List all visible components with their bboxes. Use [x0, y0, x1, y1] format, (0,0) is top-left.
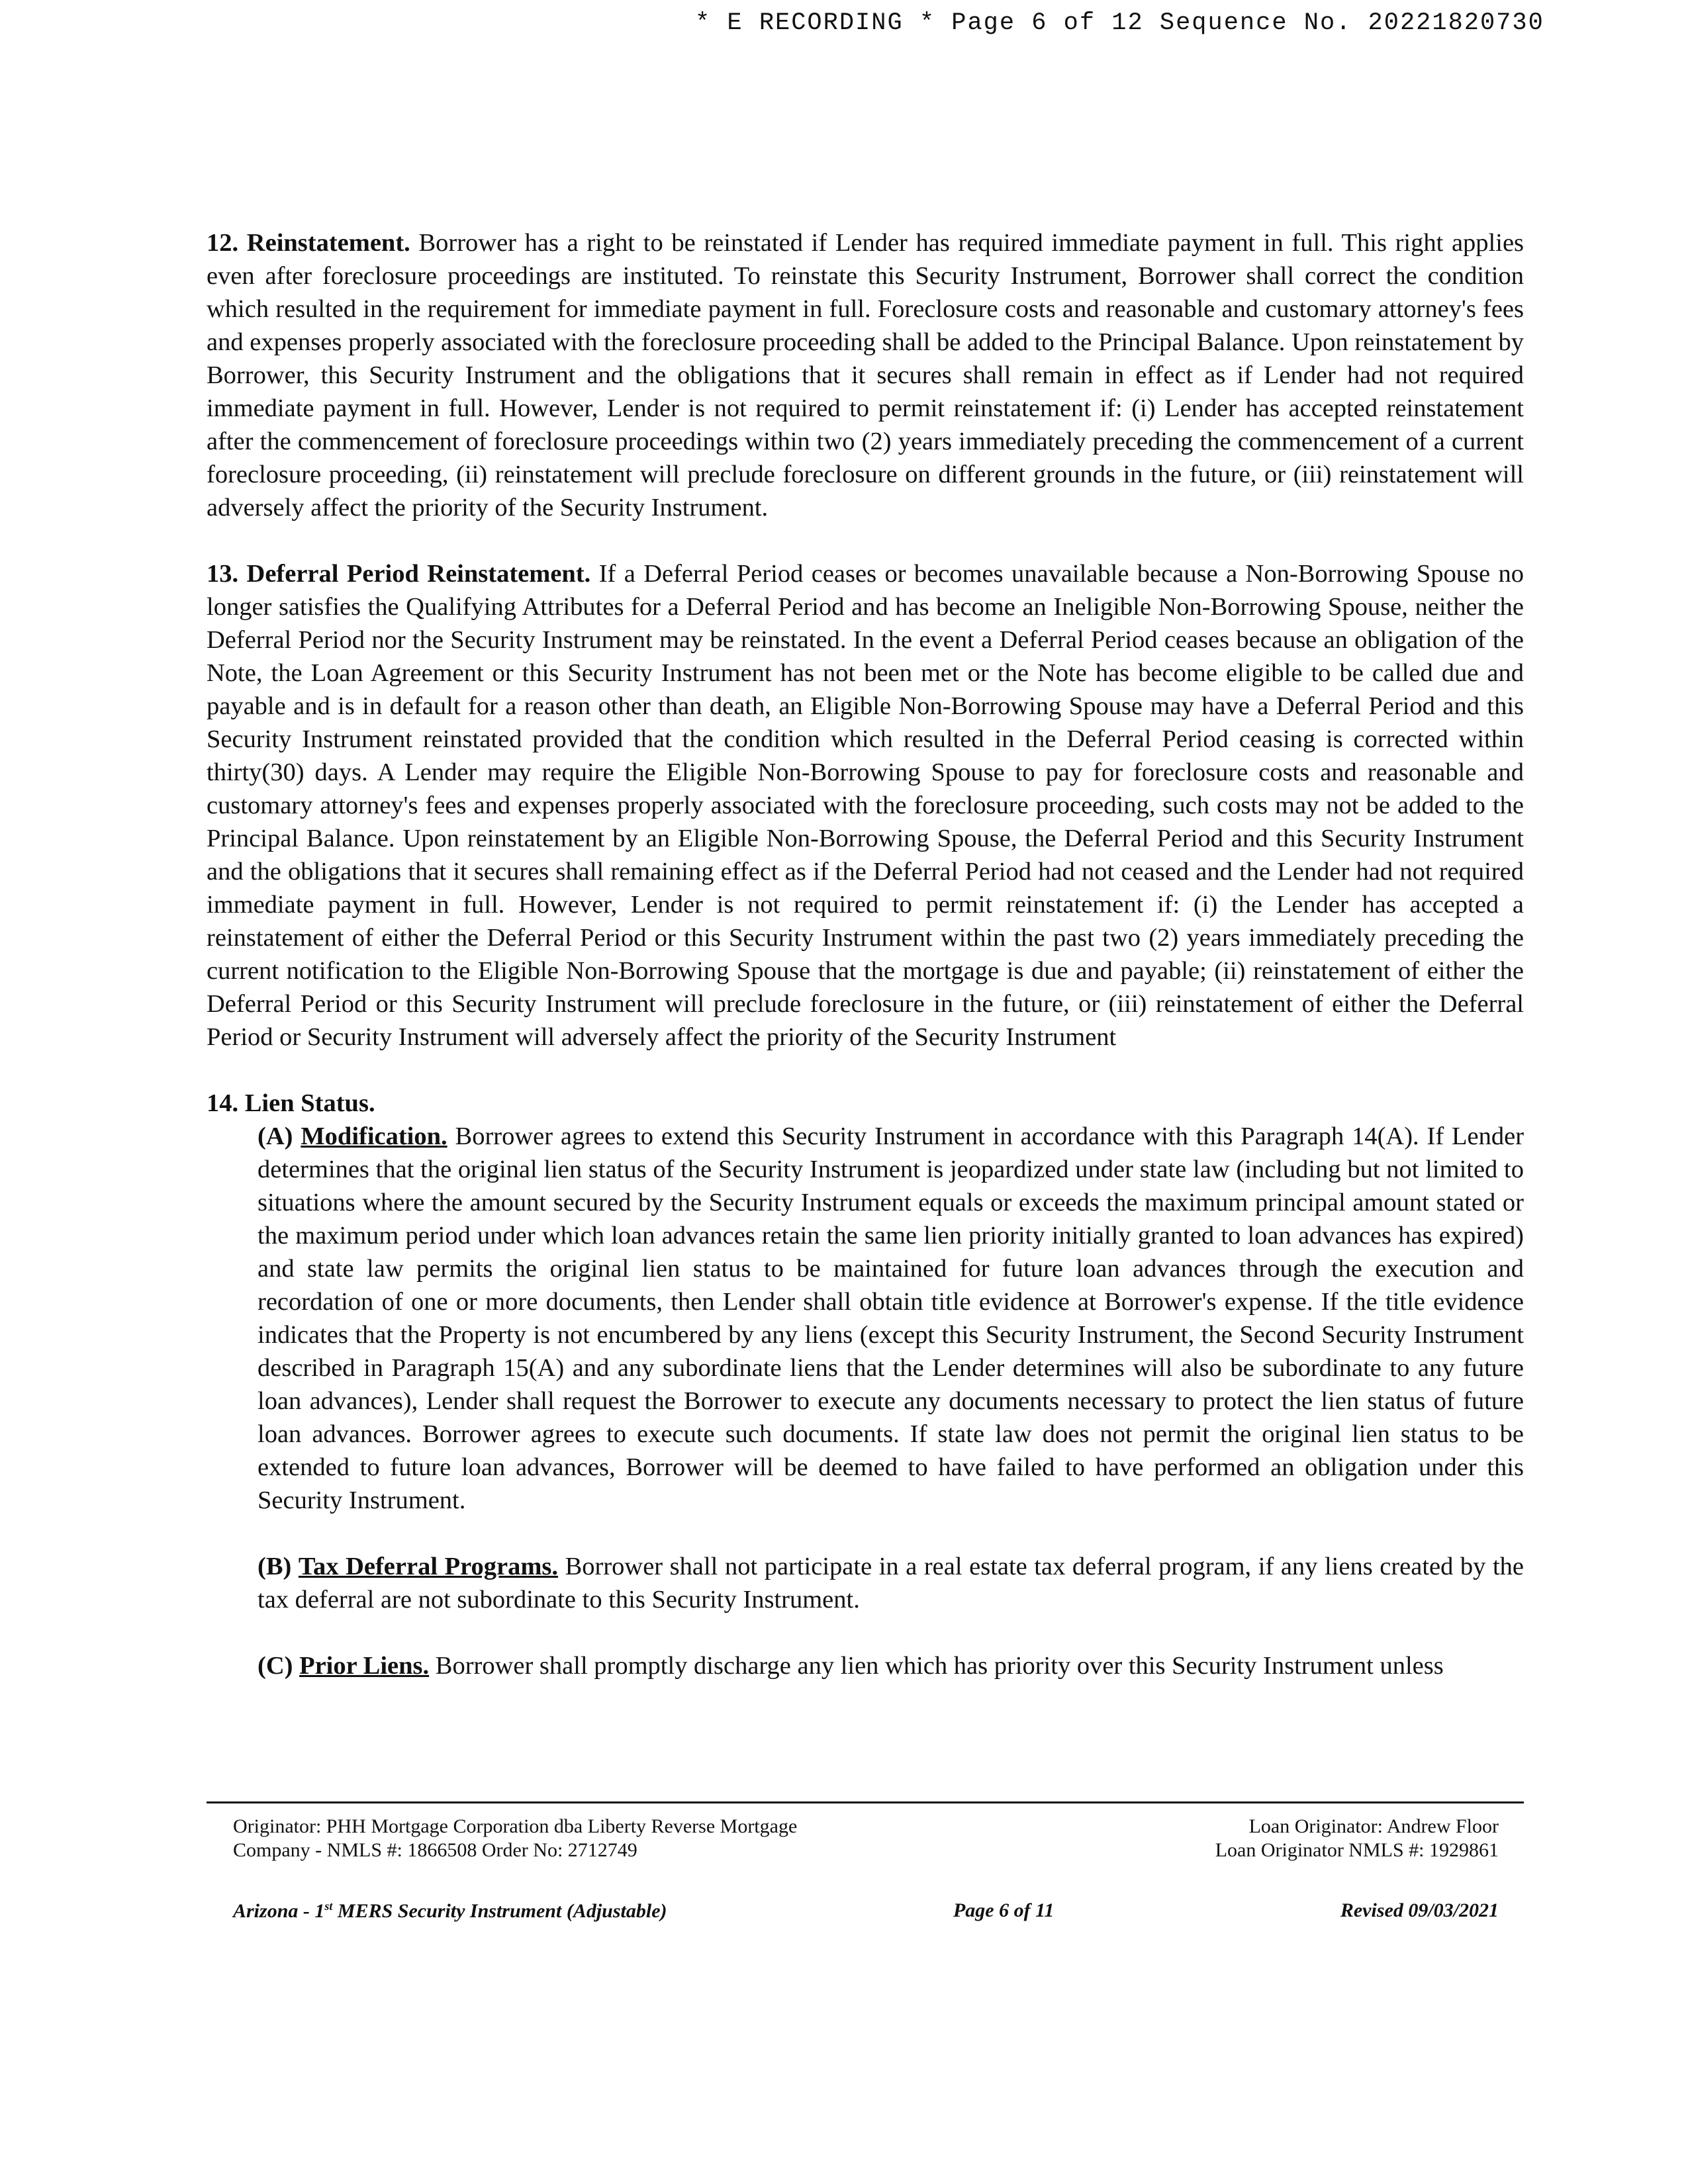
footer-divider: [207, 1801, 1524, 1803]
footer-loan-originator: [1215, 1815, 1499, 1862]
footer-originator: [233, 1815, 797, 1862]
section-14b-label: (B): [258, 1553, 292, 1580]
section-13-number: 13.: [207, 560, 239, 588]
footer-revised-date: Revised 09/03/2021: [1340, 1899, 1499, 1921]
footer-originator-line1: Originator: PHH Mortgage Corporation dba Liberty Reverse Mortgage: [233, 1815, 798, 1837]
section-14c: [258, 1649, 1524, 1682]
section-13-text: If a Deferral Period ceases or becomes unavailable because a Non-Borrowing Spouse no longer satisfies the Qualifying Attributes for a Deferral Period and has become an Ineligible Non-Borrowing Spouse, neither the Deferral Period nor the Security Instrument may be reinstated. In the event a Deferral Period ceases because an obligation of the Note, the Loan Agreement or this Security Instrument has not been met or the Note has become eligible to be called due and payable and is in default for a reason other than death, an Eligible Non-Borrowing Spouse may have a Deferral Period and this Security Instrument reinstated provided that the condition which resulted in the Deferral Period ceasing is corrected within thirty(30) days. A Lender may require the Eligible Non-Borrowing Spouse to pay for foreclosure costs and reasonable and customary attorney's fees and expenses properly associated with the foreclosure proceeding, such costs may not be added to the Principal Balance. Upon reinstatement by an Eligible Non-Borrowing Spouse, the Deferral Period and this Security Instrument and the obligations that it secures shall remaining effect as if the Deferral Period had not ceased and the Lender had not required immediate payment in full. However, Lender is not required to permit reinstatement if: (i) the Lender has accepted a reinstatement of either the Deferral Period or this Security Instrument within the past two (2) years immediately preceding the current notification to the Eligible Non-Borrowing Spouse that the mortgage is due and payable; (ii) reinstatement of either the Deferral Period or this Security Instrument will preclude foreclosure in the future, or (iii) reinstatement of either the Deferral Period or Security Instrument will adversely affect the priority of the Security Instrument: [207, 560, 1524, 1051]
section-12-title: Reinstatement.: [246, 229, 410, 257]
recording-stamp-header: * E RECORDING * Page 6 of 12 Sequence No. 20221820730: [695, 9, 1544, 37]
footer-loan-originator-name: Loan Originator: Andrew Floor: [1248, 1815, 1499, 1837]
document-body: [207, 226, 1524, 1708]
footer-form-title-pre: Arizona - 1: [233, 1900, 325, 1922]
section-14b-text: Borrower shall not participate in a real estate tax deferral program, if any liens created by the tax deferral are not subordinate to this Security Instrument.: [258, 1553, 1524, 1614]
section-14a-title: Modification.: [301, 1122, 447, 1150]
footer-form-title-post: MERS Security Instrument (Adjustable): [332, 1900, 667, 1922]
footer-loan-originator-nmls: Loan Originator NMLS #: 1929861: [1215, 1839, 1499, 1861]
footer-form-title: [233, 1899, 667, 1923]
section-12: [207, 226, 1524, 524]
section-14-title: Lien Status.: [244, 1089, 375, 1117]
section-12-number: 12.: [207, 229, 239, 257]
section-14-number: 14.: [207, 1089, 239, 1117]
footer-originator-line2: Company - NMLS #: 1866508 Order No: 2712749: [233, 1839, 637, 1861]
section-14a: [258, 1120, 1524, 1517]
footer-form-line: [233, 1899, 1499, 1923]
section-13: [207, 557, 1524, 1054]
section-14-heading: [207, 1087, 1524, 1120]
section-14c-label: (C): [258, 1652, 293, 1680]
section-14a-label: (A): [258, 1122, 293, 1150]
section-14b-title: Tax Deferral Programs.: [298, 1553, 559, 1580]
section-13-title: Deferral Period Reinstatement.: [246, 560, 591, 588]
footer-form-title-sup: st: [324, 1899, 333, 1913]
footer-page-number: Page 6 of 11: [953, 1899, 1055, 1921]
section-12-text: Borrower has a right to be reinstated if Lender has required immediate payment in full. This right applies even after foreclosure proceedings are instituted. To reinstate this Security Instrument, Borrower shall correct the condition which resulted in the requirement for immediate payment in full. Foreclosure costs and reasonable and customary attorney's fees and expenses properly associated with the foreclosure proceeding shall be added to the Principal Balance. Upon reinstatement by Borrower, this Security Instrument and the obligations that it secures shall remain in effect as if Lender had not required immediate payment in full. However, Lender is not required to permit reinstatement if: (i) Lender has accepted reinstatement after the commencement of foreclosure proceedings within two (2) years immediately preceding the commencement of a current foreclosure proceeding, (ii) reinstatement will preclude foreclosure on different grounds in the future, or (iii) reinstatement will adversely affect the priority of the Security Instrument.: [207, 229, 1524, 522]
section-14a-text: Borrower agrees to extend this Security Instrument in accordance with this Paragraph 14(A). If Lender determines that the original lien status of the Security Instrument is jeopardized under state law (including but not limited to situations where the amount secured by the Security Instrument equals or exceeds the maximum principal amount stated or the maximum period under which loan advances retain the same lien priority initially granted to loan advances has expired) and state law permits the original lien status to be maintained for future loan advances through the execution and recordation of one or more documents, then Lender shall obtain title evidence at Borrower's expense. If the title evidence indicates that the Property is not encumbered by any liens (except this Security Instrument, the Second Security Instrument described in Paragraph 15(A) and any subordinate liens that the Lender determines will also be subordinate to any future loan advances), Lender shall request the Borrower to execute any documents necessary to protect the lien status of future loan advances. Borrower agrees to execute such documents. If state law does not permit the original lien status to be extended to future loan advances, Borrower will be deemed to have failed to have performed an obligation under this Security Instrument.: [258, 1122, 1524, 1514]
section-14c-title: Prior Liens.: [299, 1652, 430, 1680]
section-14c-text: Borrower shall promptly discharge any lien which has priority over this Security Instrument unless: [435, 1652, 1444, 1680]
section-14b: [258, 1550, 1524, 1616]
